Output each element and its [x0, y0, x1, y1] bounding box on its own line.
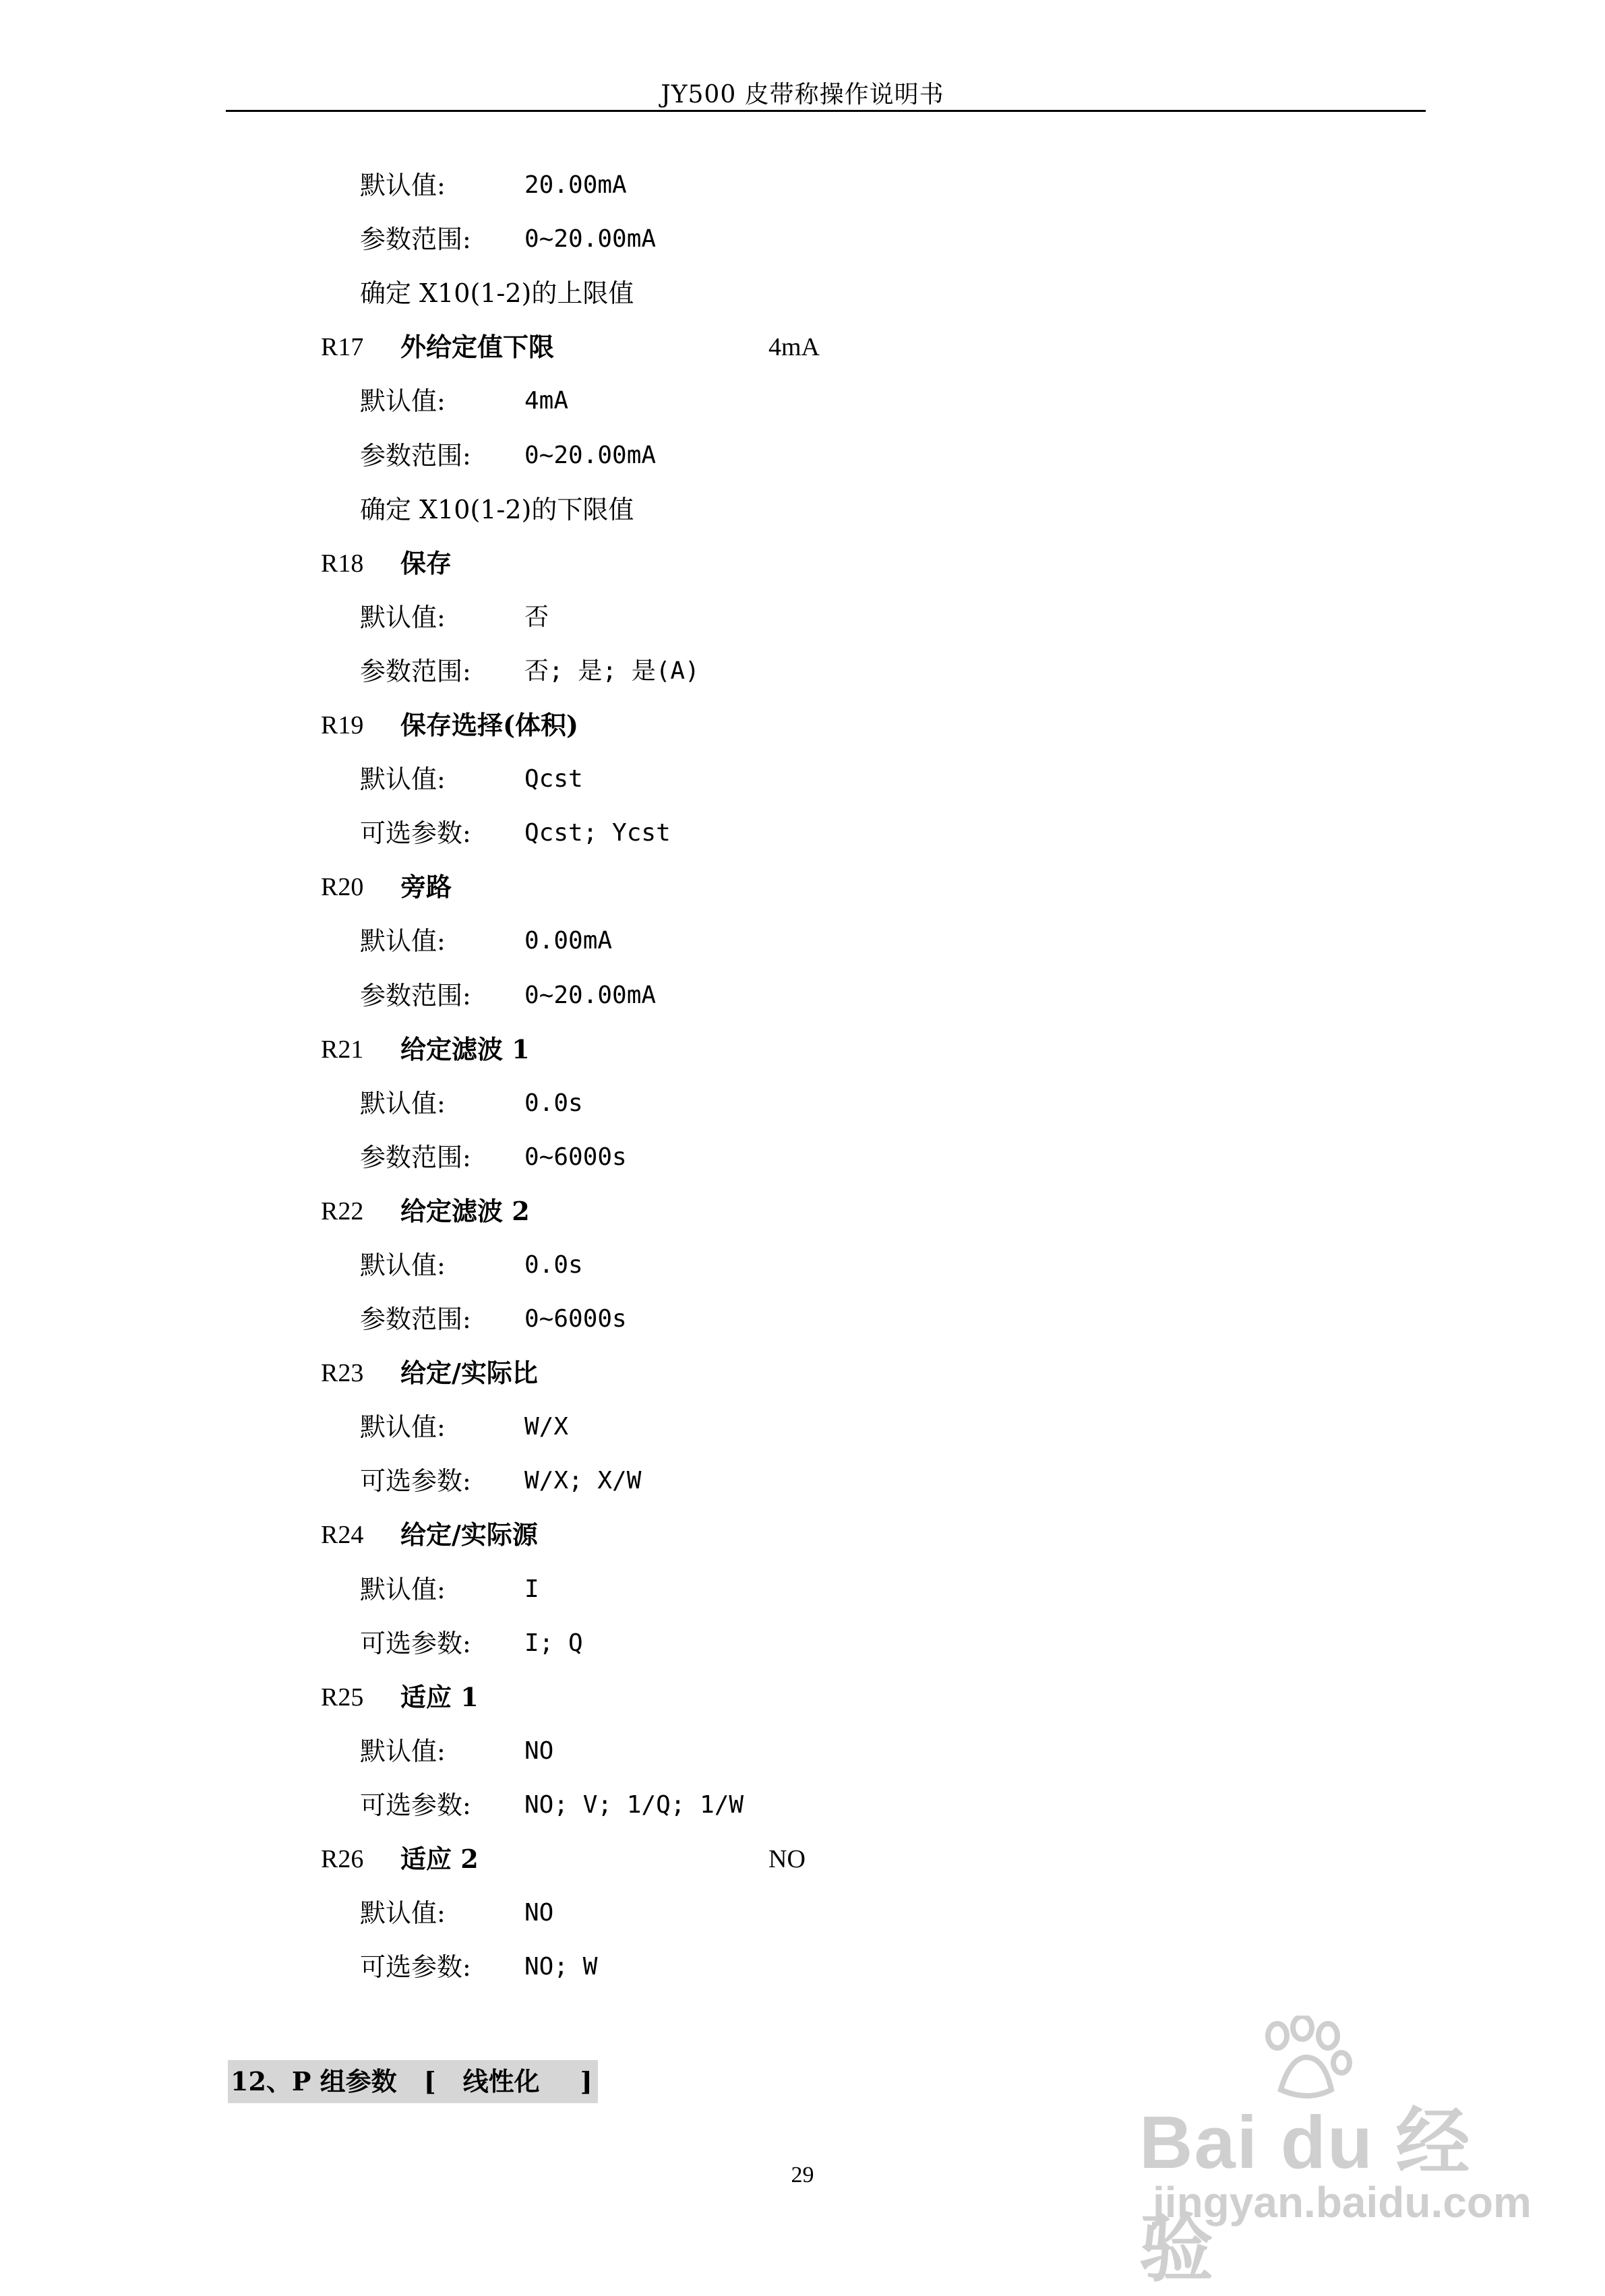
param-extra: 4mA [768, 333, 820, 361]
row-label: 默认值: [360, 1412, 446, 1442]
value-row [0, 813, 1605, 853]
watermark-brand: Bai du 经验 [1139, 2101, 1472, 2291]
value-row [0, 165, 1605, 206]
param-heading-r18 [0, 543, 1605, 584]
param-title: 给定/实际比 [400, 1358, 538, 1388]
row-value: 0.00mA [524, 927, 613, 955]
row-note: 确定 X10(1-2)的下限值 [360, 495, 634, 524]
row-value: NO; W [524, 1953, 598, 1981]
value-row [0, 921, 1605, 961]
param-title: 外给定值下限 [400, 332, 555, 362]
row-note: 确定 X10(1-2)的上限值 [360, 278, 634, 308]
row-label: 可选参数: [360, 1466, 471, 1496]
row-value: 0~20.00mA [524, 981, 657, 1009]
description-row [0, 489, 1605, 530]
row-label: 参数范围: [360, 441, 471, 471]
row-value: Qcst; Ycst [524, 819, 671, 847]
value-row [0, 975, 1605, 1016]
value-row [0, 1083, 1605, 1124]
row-value: 0~6000s [524, 1305, 627, 1333]
param-heading-r21 [0, 1029, 1605, 1070]
row-label: 参数范围: [360, 224, 471, 254]
header-divider [226, 110, 1426, 112]
row-label: 默认值: [360, 1736, 446, 1766]
row-value: NO; V; 1/Q; 1/W [524, 1791, 744, 1819]
row-label: 可选参数: [360, 1790, 471, 1820]
param-title: 保存选择(体积) [400, 710, 578, 740]
value-row [0, 1245, 1605, 1286]
row-label: 默认值: [360, 764, 446, 794]
row-value: W/X [524, 1413, 569, 1441]
param-heading-r20 [0, 867, 1605, 907]
param-code: R17 [321, 333, 364, 361]
param-code: R23 [321, 1359, 364, 1387]
value-row [0, 1137, 1605, 1178]
row-value: 0.0s [524, 1251, 583, 1279]
param-extra: NO [768, 1845, 806, 1873]
row-label: 默认值: [360, 926, 446, 956]
param-heading-r19 [0, 705, 1605, 746]
value-row [0, 1461, 1605, 1501]
row-value: W/X; X/W [524, 1467, 642, 1494]
value-row [0, 1623, 1605, 1664]
param-heading-r17 [0, 327, 1605, 367]
row-value: 4mA [524, 387, 569, 415]
value-row [0, 1569, 1605, 1610]
value-row [0, 1299, 1605, 1339]
row-value: 20.00mA [524, 171, 627, 199]
row-value: 否; 是; 是(A) [524, 657, 700, 685]
param-heading-r26 [0, 1839, 1605, 1879]
document-title: JY500 皮带称操作说明书 [661, 81, 944, 109]
row-value: 0~20.00mA [524, 225, 657, 253]
row-label: 可选参数: [360, 818, 471, 848]
value-row [0, 435, 1605, 476]
param-code: R25 [321, 1683, 364, 1712]
section-heading [228, 2060, 598, 2103]
value-row [0, 219, 1605, 260]
value-row [0, 1893, 1605, 1933]
row-value: 否 [524, 603, 549, 631]
row-value: 0~20.00mA [524, 442, 657, 469]
row-label: 默认值: [360, 1575, 446, 1604]
param-code: R22 [321, 1197, 364, 1226]
param-heading-r25 [0, 1677, 1605, 1718]
row-label: 参数范围: [360, 1143, 471, 1172]
watermark-url: jingyan.baidu.com [1153, 2178, 1532, 2227]
param-heading-r24 [0, 1515, 1605, 1555]
param-code: R24 [321, 1521, 364, 1549]
row-label: 默认值: [360, 1089, 446, 1118]
value-row [0, 651, 1605, 692]
param-heading-r23 [0, 1353, 1605, 1393]
section-close-bracket: ] [580, 2066, 593, 2096]
param-code: R21 [321, 1035, 364, 1064]
row-label: 默认值: [360, 603, 446, 632]
row-label: 参数范围: [360, 1304, 471, 1334]
param-title: 给定滤波 2 [400, 1196, 530, 1226]
param-title: 适应 1 [400, 1682, 479, 1712]
section-number: 12、P 组参数 [231, 2066, 397, 2096]
value-row [0, 1947, 1605, 1987]
row-label: 参数范围: [360, 981, 471, 1010]
row-value: Qcst [524, 765, 583, 793]
param-code: R26 [321, 1845, 364, 1873]
param-title: 保存 [400, 548, 452, 578]
param-code: R20 [321, 873, 364, 901]
section-name: 线性化 [462, 2066, 540, 2096]
row-value: 0.0s [524, 1089, 583, 1117]
page-number: 29 [791, 2163, 814, 2187]
row-label: 参数范围: [360, 657, 471, 686]
param-title: 给定/实际源 [400, 1519, 538, 1550]
param-code: R18 [321, 549, 364, 578]
param-title: 旁路 [400, 872, 452, 902]
param-code: R19 [321, 711, 364, 739]
value-row [0, 759, 1605, 799]
section-open-bracket: [ [423, 2066, 436, 2096]
row-value: I; Q [524, 1629, 583, 1657]
row-value: 0~6000s [524, 1143, 627, 1171]
row-label: 可选参数: [360, 1952, 471, 1982]
value-row [0, 1407, 1605, 1447]
row-value: NO [524, 1899, 554, 1927]
row-value: NO [524, 1737, 554, 1765]
value-row [0, 1731, 1605, 1772]
param-title: 适应 2 [400, 1844, 479, 1874]
value-row [0, 1785, 1605, 1825]
row-label: 默认值: [360, 386, 446, 416]
description-row [0, 273, 1605, 313]
param-heading-r22 [0, 1191, 1605, 1232]
baidu-jingyan-watermark [1139, 2016, 1532, 2291]
value-row [0, 381, 1605, 421]
row-label: 默认值: [360, 171, 446, 200]
row-value: I [524, 1575, 539, 1603]
row-label: 默认值: [360, 1898, 446, 1928]
row-label: 默认值: [360, 1250, 446, 1280]
row-label: 可选参数: [360, 1629, 471, 1658]
value-row [0, 597, 1605, 638]
param-title: 给定滤波 1 [400, 1034, 530, 1064]
